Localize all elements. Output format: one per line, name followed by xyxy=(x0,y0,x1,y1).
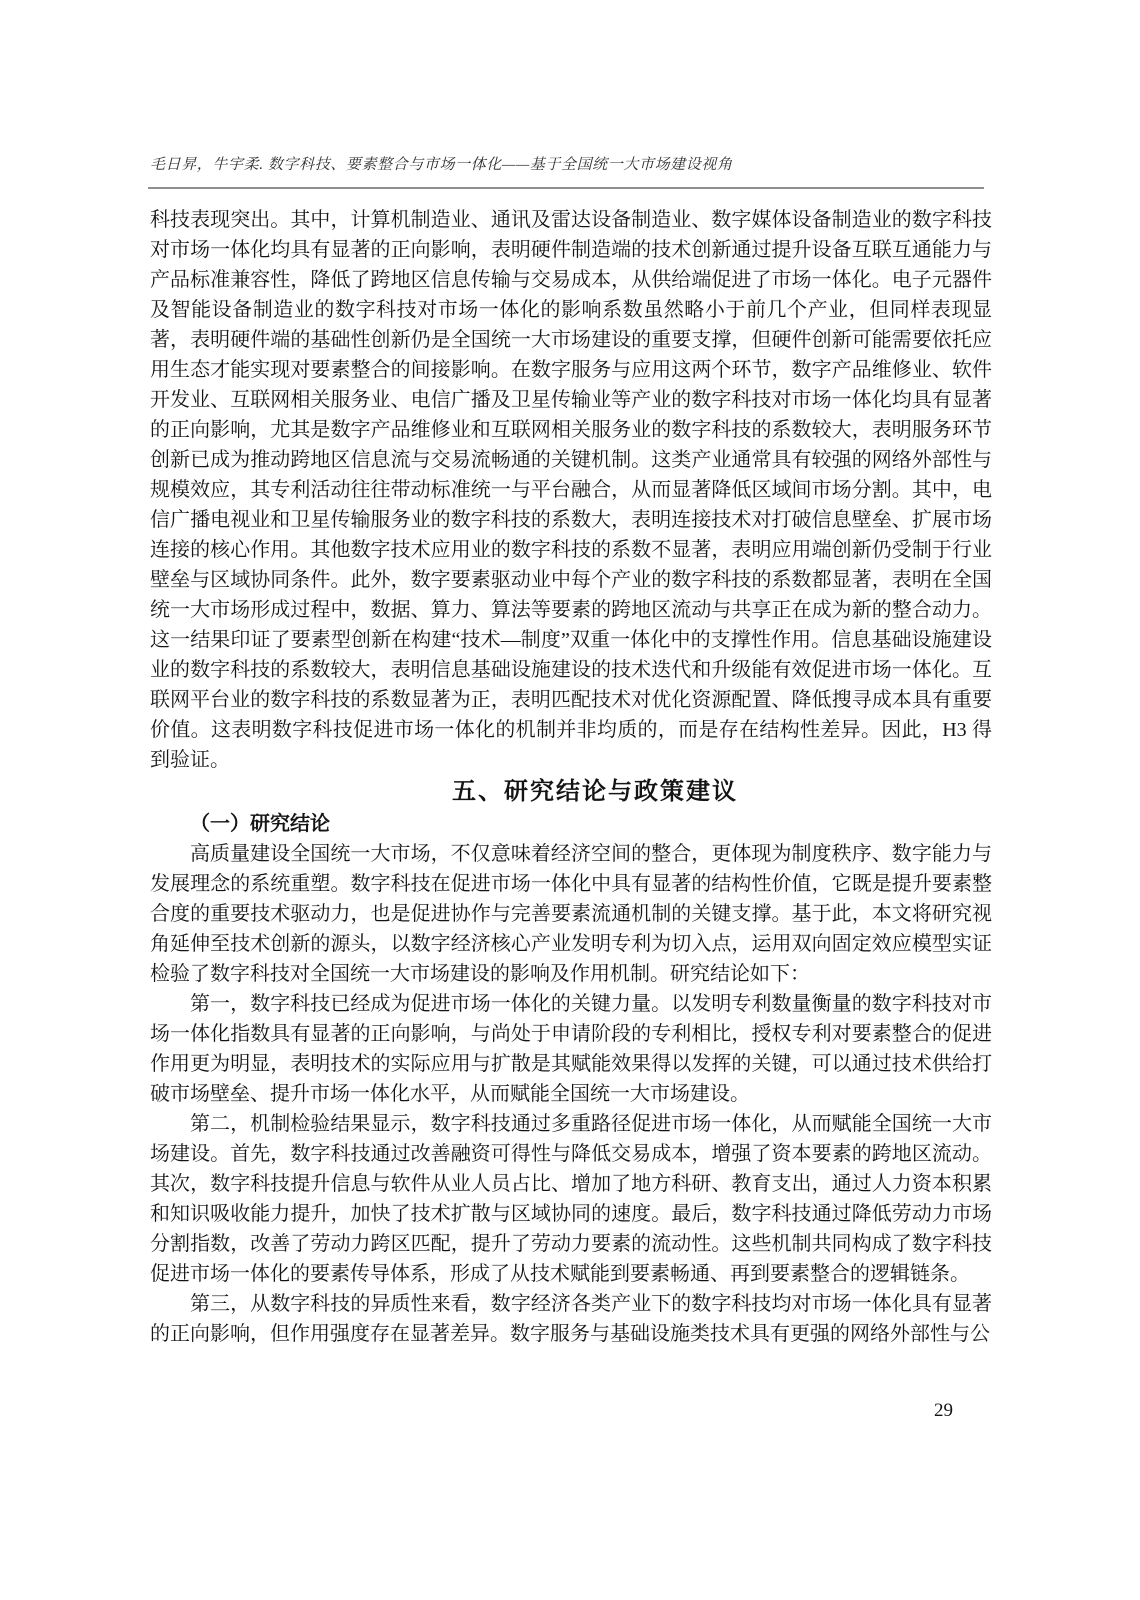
paragraph-third-finding: 第三，从数字科技的异质性来看，数字经济各类产业下的数字科技均对市场一体化具有显著的正向影响，但作用强度存在显著差异。数字服务与基础设施类技术具有更强的网络外部性与公 xyxy=(150,1293,992,1345)
header-rule-divider xyxy=(148,187,984,189)
page-number: 29 xyxy=(934,1400,953,1421)
subsection-heading: （一）研究结论 xyxy=(190,813,330,835)
page-body xyxy=(150,205,992,1349)
paragraph-first-finding: 第一，数字科技已经成为促进市场一体化的关键力量。以发明专利数量衡量的数字科技对市场一体化指数具有显著的正向影响，与尚处于申请阶段的专利相比，授权专利对要素整合的促进作用更为明显，表明技术的实际应用与扩散是其赋能效果得以发挥的关键，可以通过技术供给打破市场壁垒、提升市场一体化水平，从而赋能全国统一大市场建设。 xyxy=(150,993,992,1105)
running-header: 毛日昇，牛宇柔. 数字科技、要素整合与市场一体化——基于全国统一大市场建设视角 xyxy=(150,157,733,173)
paragraph-second-finding: 第二，机制检验结果显示，数字科技通过多重路径促进市场一体化，从而赋能全国统一大市场建设。首先，数字科技通过改善融资可得性与降低交易成本，增强了资本要素的跨地区流动。其次，数字科技提升信息与软件从业人员占比、增加了地方科研、教育支出，通过人力资本积累和知识吸收能力提升，加快了技术扩散与区域协同的速度。最后，数字科技通过降低劳动力市场分割指数，改善了劳动力跨区匹配，提升了劳动力要素的流动性。这些机制共同构成了数字科技促进市场一体化的要素传导体系，形成了从技术赋能到要素畅通、再到要素整合的逻辑链条。 xyxy=(150,1113,992,1285)
body-paragraph-continuation: 科技表现突出。其中，计算机制造业、通讯及雷达设备制造业、数字媒体设备制造业的数字科技对市场一体化均具有显著的正向影响，表明硬件制造端的技术创新通过提升设备互联互通能力与产品标准兼容性，降低了跨地区信息传输与交易成本，从供给端促进了市场一体化。电子元器件及智能设备制造业的数字科技对市场一体化的影响系数虽然略小于前几个产业，但同样表现显著，表明硬件端的基础性创新仍是全国统一大市场建设的重要支撑，但硬件创新可能需要依托应用生态才能实现对要素整合的间接影响。在数字服务与应用这两个环节，数字产品维修业、软件开发业、互联网相关服务业、电信广播及卫星传输业等产业的数字科技对市场一体化均具有显著的正向影响，尤其是数字产品维修业和互联网相关服务业的数字科技的系数较大，表明服务环节创新已成为推动跨地区信息流与交易流畅通的关键机制。这类产业通常具有较强的网络外部性与规模效应，其专利活动往往带动标准统一与平台融合，从而显著降低区域间市场分割。其中，电信广播电视业和卫星传输服务业的数字科技的系数大，表明连接技术对打破信息壁垒、扩展市场连接的核心作用。其他数字技术应用业的数字科技的系数不显著，表明应用端创新仍受制于行业壁垒与区域协同条件。此外，数字要素驱动业中每个产业的数字科技的系数都显著，表明在全国统一大市场形成过程中，数据、算力、算法等要素的跨地区流动与共享正在成为新的整合动力。这一结果印证了要素型创新在构建“技术—制度”双重一体化中的支撑性作用。信息基础设施建设业的数字科技的系数较大，表明信息基础设施建设的技术迭代和升级能有效促进市场一体化。互联网平台业的数字科技的系数显著为正，表明匹配技术对优化资源配置、降低搜寻成本具有重要价值。这表明数字科技促进市场一体化的机制并非均质的，而是存在结构性差异。因此，H3 得到验证。 xyxy=(150,209,992,771)
paragraph-conclusion-intro: 高质量建设全国统一大市场，不仅意味着经济空间的整合，更体现为制度秩序、数字能力与发展理念的系统重塑。数字科技在促进市场一体化中具有显著的结构性价值，它既是提升要素整合度的重要技术驱动力，也是促进协作与完善要素流通机制的关键支撑。基于此，本文将研究视角延伸至技术创新的源头，以数字经济核心产业发明专利为切入点，运用双向固定效应模型实证检验了数字科技对全国统一大市场建设的影响及作用机制。研究结论如下： xyxy=(150,843,992,985)
section-heading: 五、研究结论与政策建议 xyxy=(452,779,738,805)
